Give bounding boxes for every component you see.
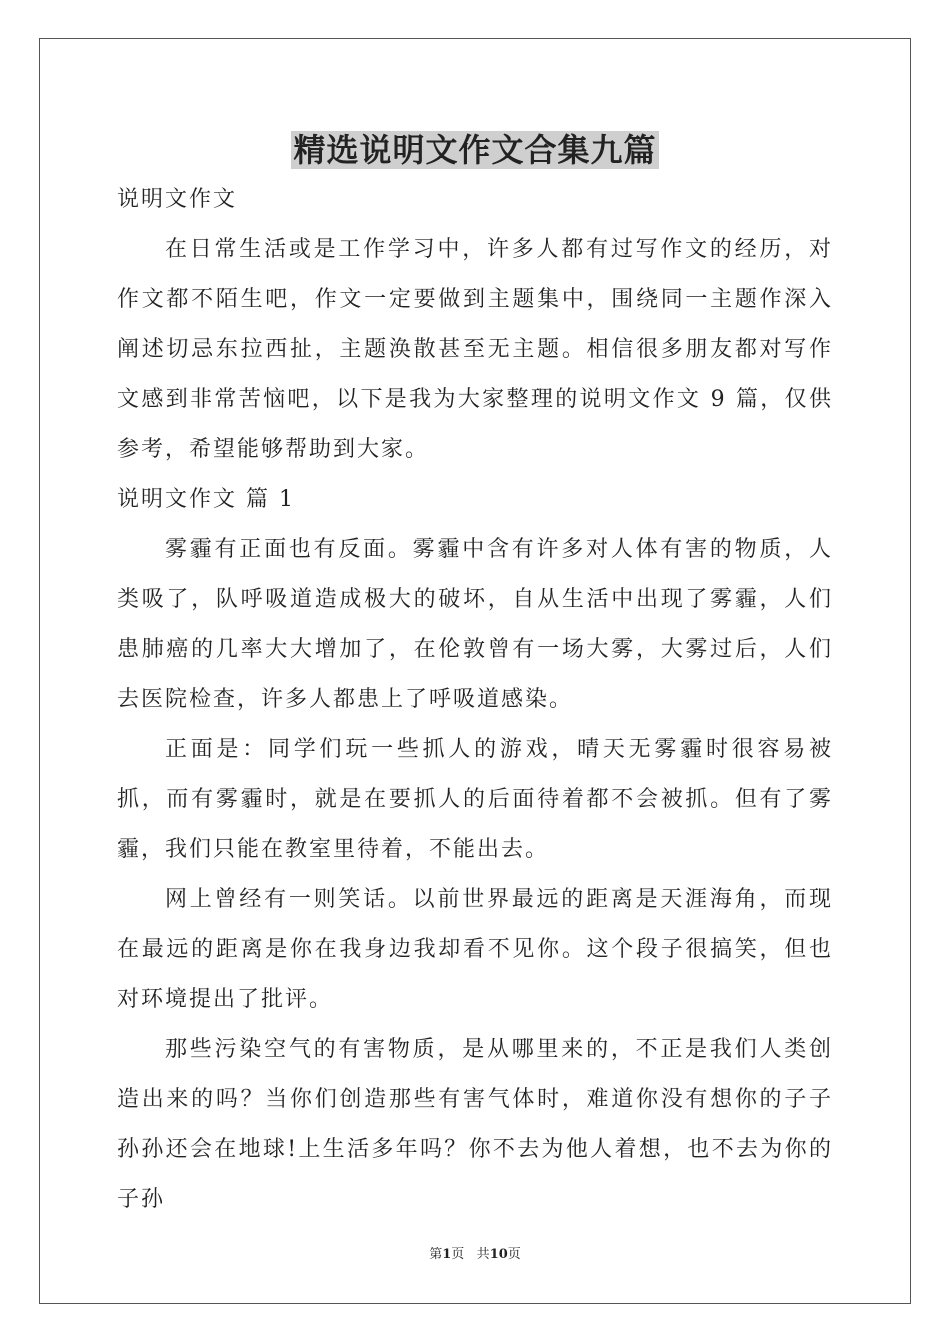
page-prefix: 第 — [429, 1247, 443, 1262]
section-heading: 说明文作文 篇 1 — [117, 487, 295, 512]
total-prefix: 共 — [476, 1247, 490, 1262]
body-paragraph: 那些污染空气的有害物质，是从哪里来的，不正是我们人类创造出来的吗？当你们创造那些有害气体时，难道你没有想你的子子孙孙还会在地球!上生活多年吗？你不去为他人着想，也不去为你的子孙 — [117, 1037, 833, 1212]
total-pages: 10 — [489, 1247, 508, 1262]
body-paragraph: 雾霾有正面也有反面。雾霾中含有许多对人体有害的物质，人类吸了，队呼吸道造成极大的破坏，自从生活中出现了雾霾，人们患肺癌的几率大大增加了，在伦敦曾有一场大雾，大雾过后，人们去医院检查，许多人都患上了呼吸道感染。 — [117, 537, 833, 712]
document-body — [117, 175, 833, 1225]
page-suffix: 页 — [451, 1247, 465, 1262]
page-footer — [0, 1246, 950, 1264]
page-number: 1 — [442, 1247, 452, 1262]
document-title — [0, 128, 950, 172]
intro-paragraph: 在日常生活或是工作学习中，许多人都有过写作文的经历，对作文都不陌生吧，作文一定要做到主题集中，围绕同一主题作深入阐述切忌东拉西扯，主题涣散甚至无主题。相信很多朋友都对写作文感到非常苦恼吧，以下是我为大家整理的说明文作文 9 篇，仅供参考，希望能够帮助到大家。 — [117, 237, 833, 462]
total-suffix: 页 — [507, 1247, 521, 1262]
body-paragraph: 正面是：同学们玩一些抓人的游戏，晴天无雾霾时很容易被抓，而有雾霾时，就是在要抓人的后面待着都不会被抓。但有了雾霾，我们只能在教室里待着，不能出去。 — [117, 737, 833, 862]
title-text: 精选说明文作文合集九篇 — [293, 131, 657, 169]
section-heading: 说明文作文 — [117, 187, 238, 212]
body-paragraph: 网上曾经有一则笑话。以前世界最远的距离是天涯海角，而现在最远的距离是你在我身边我却看不见你。这个段子很搞笑，但也对环境提出了批评。 — [117, 887, 833, 1012]
